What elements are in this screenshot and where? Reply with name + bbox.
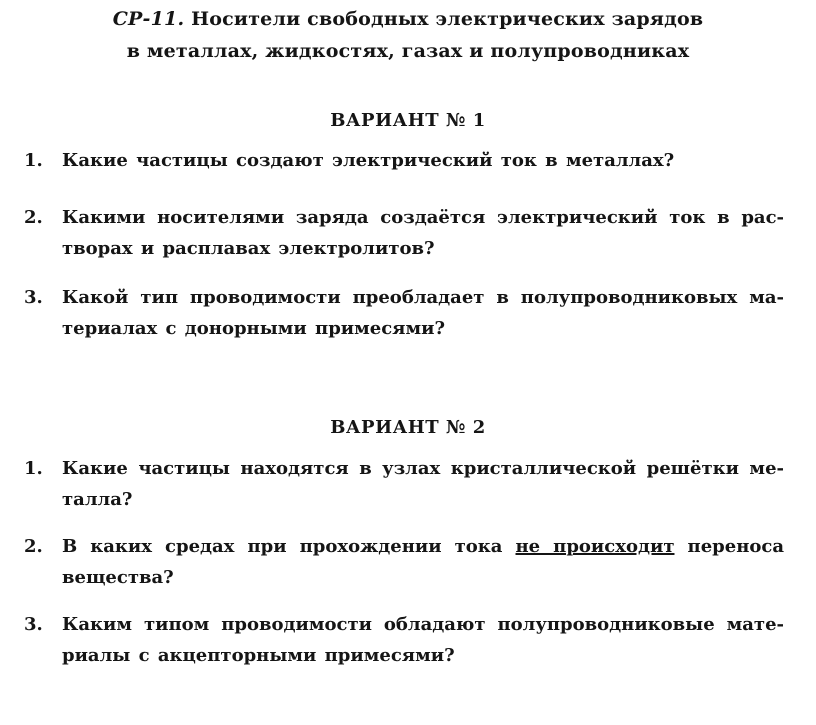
variant-2-question-1 (24, 453, 784, 515)
question-line: Каким типом проводимости обладают полупроводниковые мате- (62, 614, 784, 635)
question-line-start: В каких средах при прохождении тока (62, 536, 503, 557)
question-number: 2. (24, 207, 43, 228)
question-line: Какой тип проводимости преобладает в полупроводниковых ма- (62, 287, 784, 308)
question-number: 3. (24, 287, 43, 308)
title-line-1: Носители свободных электрических зарядов (191, 8, 704, 30)
variant-2-heading: ВАРИАНТ № 2 (330, 417, 486, 438)
question-text (62, 609, 784, 671)
question-text (62, 531, 784, 593)
variant-1-question-2 (24, 202, 784, 264)
question-line: Какие частицы создают электрический ток в металлах? (62, 150, 675, 171)
question-number: 2. (24, 536, 43, 557)
emphasized-phrase: не происходит (515, 536, 675, 557)
worksheet-code: СР-11. (112, 8, 185, 30)
question-text (62, 202, 784, 264)
question-line (62, 531, 784, 562)
question-number: 3. (24, 614, 43, 635)
question-line: талла? (62, 489, 133, 510)
question-line: териалах с донорными примесями? (62, 318, 446, 339)
question-line: вещества? (62, 567, 174, 588)
variant-2-question-2 (24, 531, 784, 593)
question-number: 1. (24, 458, 43, 479)
question-line: Какими носителями заряда создаётся электрический ток в рас- (62, 207, 784, 228)
variant-1-question-1 (24, 145, 784, 176)
question-line: риалы с акцепторными примесями? (62, 645, 455, 666)
worksheet-subtitle: в металлах, жидкостях, газах и полупроводниках (126, 40, 690, 62)
question-text (62, 453, 784, 515)
question-text (62, 145, 784, 176)
question-number: 1. (24, 150, 43, 171)
question-line-end: переноса (687, 536, 784, 557)
variant-1-heading: ВАРИАНТ № 1 (330, 110, 486, 131)
worksheet-title (0, 8, 816, 30)
question-text (62, 282, 784, 344)
variant-1-question-3 (24, 282, 784, 344)
question-line: Какие частицы находятся в узлах кристаллической решётки ме- (62, 458, 784, 479)
question-line: творах и расплавах электролитов? (62, 238, 435, 259)
variant-2-question-3 (24, 609, 784, 671)
